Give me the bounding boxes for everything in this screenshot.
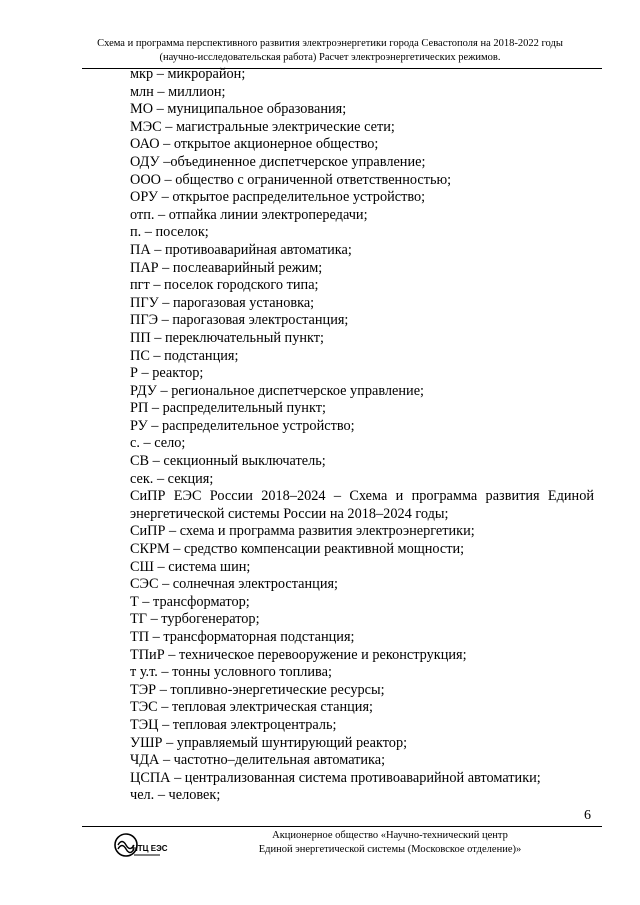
- abbreviation-item: ЦСПА – централизованная система противоаварийной автоматики;: [130, 769, 541, 786]
- header-line-2: (научно-исследовательская работа) Расчет электроэнергетических режимов.: [159, 52, 501, 63]
- footer-line-1: Акционерное общество «Научно-технический центр: [272, 830, 508, 841]
- abbreviation-item: чел. – человек;: [130, 787, 221, 804]
- abbreviation-item: ПАР – послеаварийный режим;: [130, 259, 323, 276]
- abbreviation-item: ПГУ – парогазовая установка;: [130, 294, 315, 311]
- abbreviation-item: ОАО – открытое акционерное общество;: [130, 136, 379, 153]
- abbreviation-item: ОРУ – открытое распределительное устройство;: [130, 189, 426, 206]
- abbreviation-item: Т – трансформатор;: [130, 593, 250, 610]
- abbreviation-item: СШ – система шин;: [130, 558, 251, 575]
- abbreviation-item: пгт – поселок городского типа;: [130, 277, 319, 294]
- abbreviation-item: сек. – секция;: [130, 470, 214, 487]
- abbreviation-item: СЭС – солнечная электростанция;: [130, 576, 339, 593]
- abbreviation-item: Р – реактор;: [130, 365, 204, 382]
- abbreviation-item: РУ – распределительное устройство;: [130, 417, 355, 434]
- abbreviation-item: отп. – отпайка линии электропередачи;: [130, 206, 368, 223]
- abbreviation-item: ТЭР – топливно-энергетические ресурсы;: [130, 681, 385, 698]
- abbreviation-item: т у.т. – тонны условного топлива;: [130, 664, 332, 681]
- abbreviation-item: РДУ – региональное диспетчерское управление;: [130, 382, 425, 399]
- footer-line-2: Единой энергетической системы (Московское отделение)»: [258, 844, 522, 855]
- abbreviation-item: ПП – переключательный пункт;: [130, 329, 324, 346]
- abbreviation-item: УШР – управляемый шунтирующий реактор;: [130, 734, 408, 751]
- abbreviation-item: ОДУ –объединенное диспетчерское управление;: [130, 153, 426, 170]
- abbreviation-item: мкр – микрорайон;: [130, 66, 246, 82]
- abbreviation-item: ПА – противоаварийная автоматика;: [130, 241, 352, 258]
- svg-text:НТЦ ЕЭС: НТЦ ЕЭС: [132, 844, 168, 853]
- abbreviation-item: ПС – подстанция;: [130, 347, 239, 364]
- abbreviation-item: ТЭС – тепловая электрическая станция;: [130, 699, 374, 716]
- footer-organization: [200, 829, 580, 857]
- abbreviation-item: ТГ – турбогенератор;: [130, 611, 260, 628]
- abbreviation-item: п. – поселок;: [130, 224, 209, 241]
- ntc-ees-logo: [112, 831, 168, 867]
- abbreviation-item: ТП – трансформаторная подстанция;: [130, 629, 355, 645]
- abbreviation-item: ЧДА – частотно–делительная автоматика;: [130, 752, 386, 769]
- abbreviation-item: СиПР ЕЭС России 2018–2024 – Схема и программа развития Единой энергетической системы России на 2018–2024 годы;: [130, 488, 594, 522]
- abbreviation-item: ТПиР – техническое перевооружение и реконструкция;: [130, 646, 467, 663]
- abbreviation-item: СКРМ – средство компенсации реактивной мощности;: [130, 541, 465, 558]
- abbreviation-item: МО – муниципальное образования;: [130, 101, 347, 118]
- abbreviation-list: [130, 66, 594, 805]
- header-line-1: Схема и программа перспективного развития электроэнергетики города Севастополя на 2018-2022 годы: [97, 38, 563, 49]
- abbreviation-item: ООО – общество с ограниченной ответственностью;: [130, 171, 452, 188]
- abbreviation-item: млн – миллион;: [130, 83, 226, 100]
- page-number: 6: [584, 808, 591, 823]
- footer-rule: [82, 826, 602, 827]
- abbreviation-item: СВ – секционный выключатель;: [130, 453, 326, 470]
- abbreviation-item: ПГЭ – парогазовая электростанция;: [130, 312, 349, 329]
- abbreviation-item: РП – распределительный пункт;: [130, 400, 326, 417]
- abbreviation-item: МЭС – магистральные электрические сети;: [130, 118, 395, 135]
- abbreviation-item: ТЭЦ – тепловая электроцентраль;: [130, 716, 337, 733]
- abbreviation-item: СиПР – схема и программа развития электроэнергетики;: [130, 523, 475, 540]
- abbreviation-item: с. – село;: [130, 435, 186, 452]
- page-header: [60, 37, 600, 65]
